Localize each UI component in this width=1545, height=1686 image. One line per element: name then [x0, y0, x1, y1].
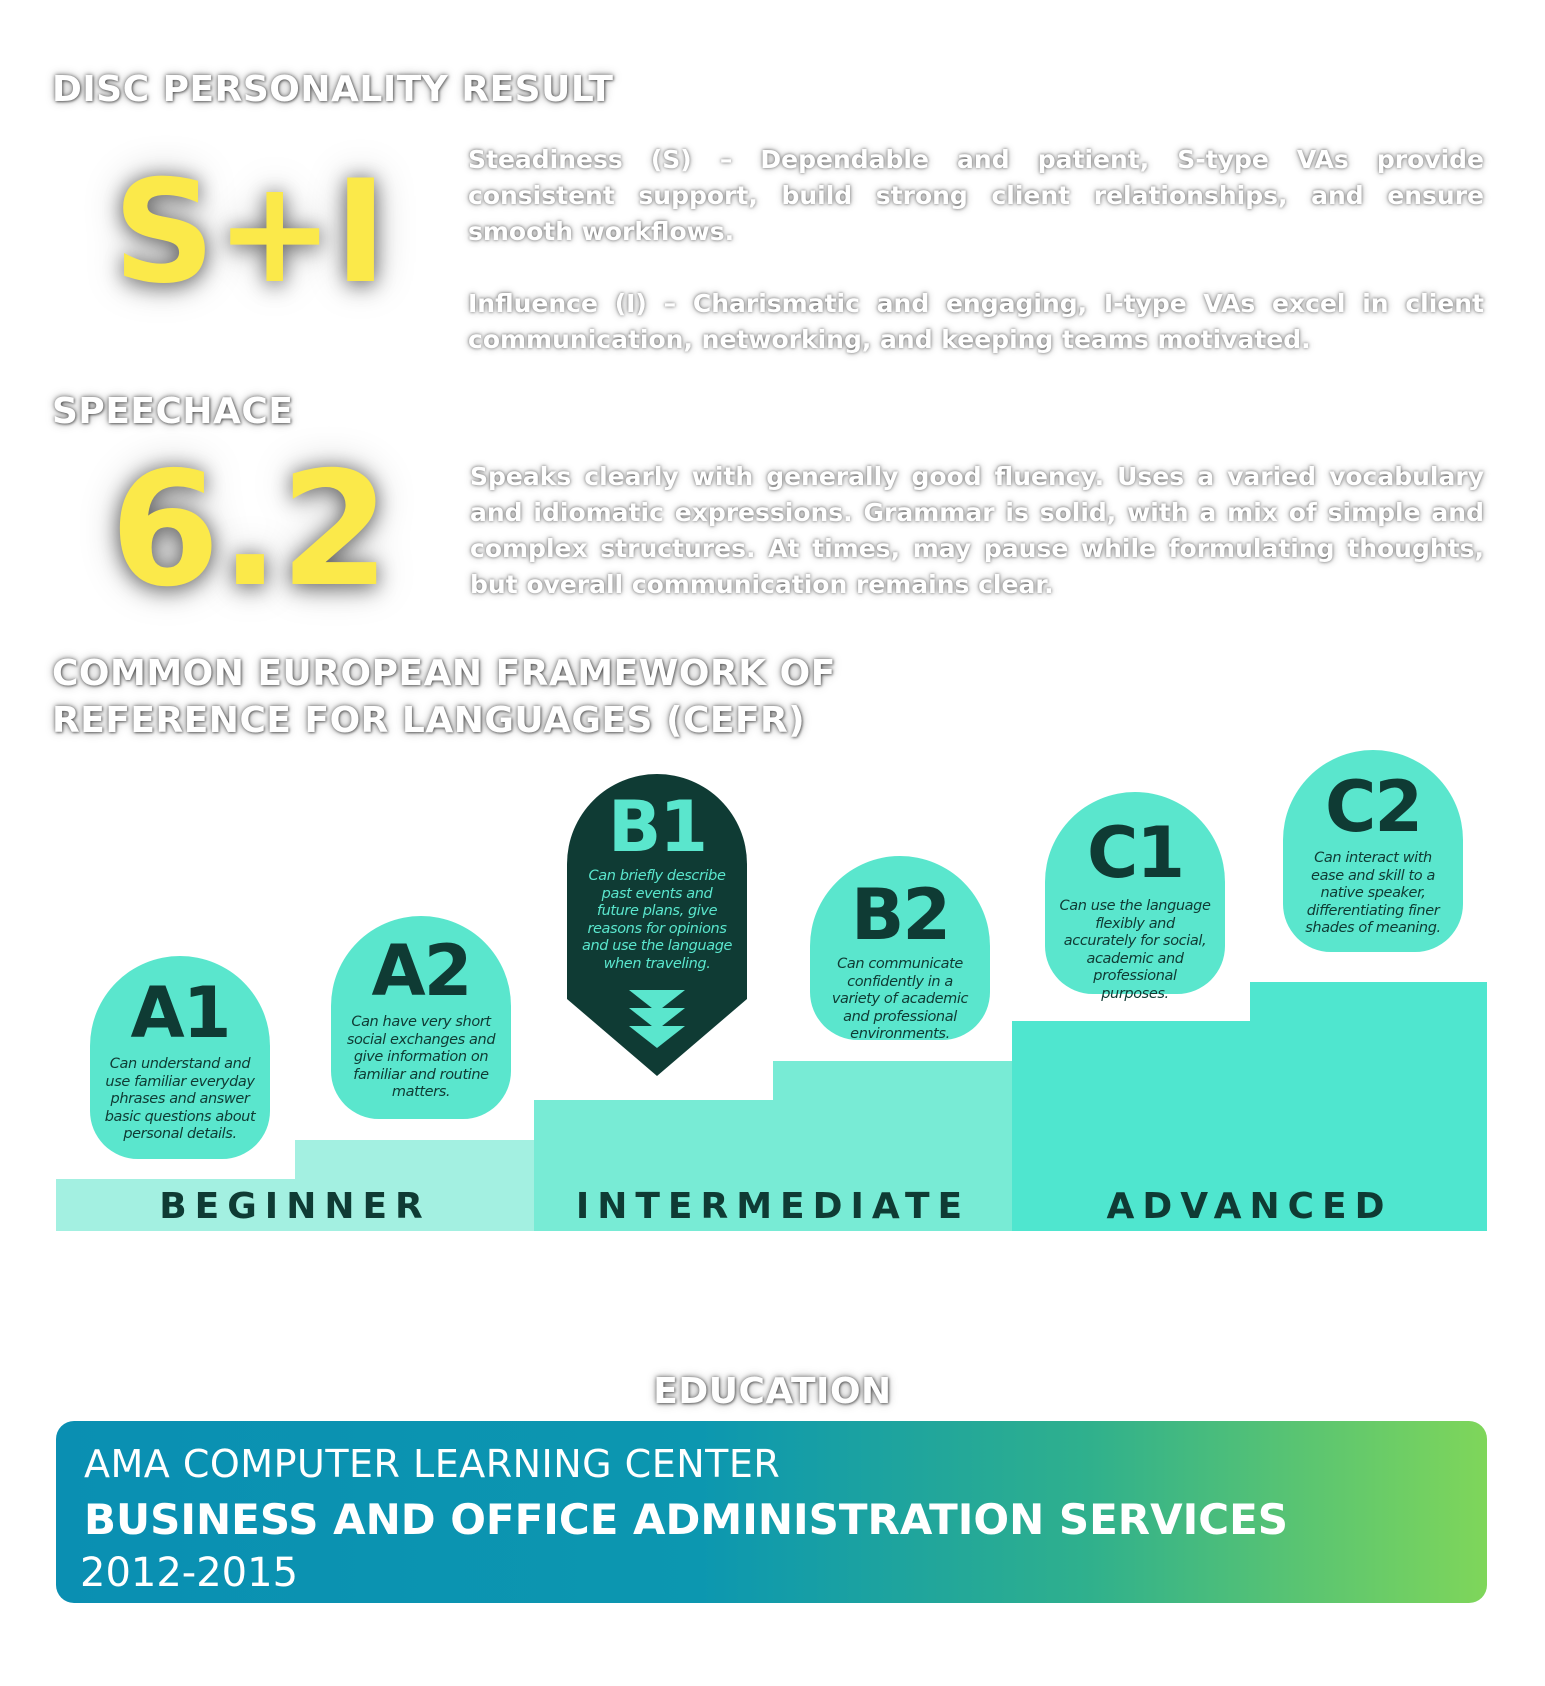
disc-steadiness-text: Steadiness (S) – Dependable and patient, S-type VAs provide consistent support, build strong client relationships, and ensure smooth workflows.	[468, 145, 1484, 246]
level-a2-code: A2	[371, 930, 471, 1012]
level-b1-code: B1	[607, 786, 707, 868]
level-a2-description: Can have very short social exchanges and give information on familiar and routine matters.	[346, 1014, 496, 1100]
education-school: AMA COMPUTER LEARNING CENTER	[84, 1442, 781, 1486]
level-a1-code: A1	[130, 972, 230, 1054]
tier-beginner: BEGINNER	[159, 1186, 431, 1227]
cefr-heading-line1: COMMON EUROPEAN FRAMEWORK OF	[52, 653, 836, 694]
level-b1-marker	[567, 774, 747, 1076]
education-heading: EDUCATION	[653, 1371, 892, 1412]
disc-influence-text: Influence (I) – Charismatic and engaging, I-type VAs excel in client communication, networking, and keeping teams motivated.	[468, 289, 1484, 354]
level-c1-description: Can use the language flexibly and accurately for social, academic and professional purposes.	[1059, 898, 1211, 1002]
level-b2-card	[810, 856, 990, 1040]
level-a1-description: Can understand and use familiar everyday phrases and answer basic questions about personal details.	[104, 1056, 256, 1142]
tier-intermediate: INTERMEDIATE	[575, 1186, 971, 1227]
level-b1-description: Can briefly describe past events and future plans, give reasons for opinions and use the language when traveling.	[581, 868, 733, 972]
level-b2-code: B2	[850, 874, 950, 956]
education-years: 2012-2015	[80, 1550, 299, 1596]
level-b2-description: Can communicate confidently in a variety of academic and professional environments.	[831, 956, 969, 1042]
speechace-heading: SPEECHACE	[52, 391, 294, 432]
speechace-score: 6.2	[110, 438, 390, 622]
level-c1-card	[1045, 792, 1225, 1002]
disc-result: S+I	[112, 150, 388, 315]
disc-heading: DISC PERSONALITY RESULT	[52, 69, 614, 110]
speechace-description: Speaks clearly with generally good fluency. Uses a varied vocabulary and idiomatic expressions. Grammar is solid, with a mix of simple and complex structures. At times, may pause while formulating thoughts, but overall communication remains clear.	[470, 462, 1484, 599]
level-c2-code: C2	[1324, 766, 1422, 848]
level-a2-card	[331, 916, 511, 1119]
level-c1-code: C1	[1086, 812, 1184, 894]
cefr-heading-line2: REFERENCE FOR LANGUAGES (CEFR)	[52, 700, 806, 741]
level-a1-card	[90, 956, 270, 1159]
level-c2-card	[1283, 750, 1463, 952]
education-course: BUSINESS AND OFFICE ADMINISTRATION SERVICES	[84, 1495, 1289, 1544]
tier-advanced: ADVANCED	[1106, 1186, 1393, 1227]
level-c2-description: Can interact with ease and skill to a native speaker, differentiating finer shades of meaning.	[1305, 850, 1441, 936]
